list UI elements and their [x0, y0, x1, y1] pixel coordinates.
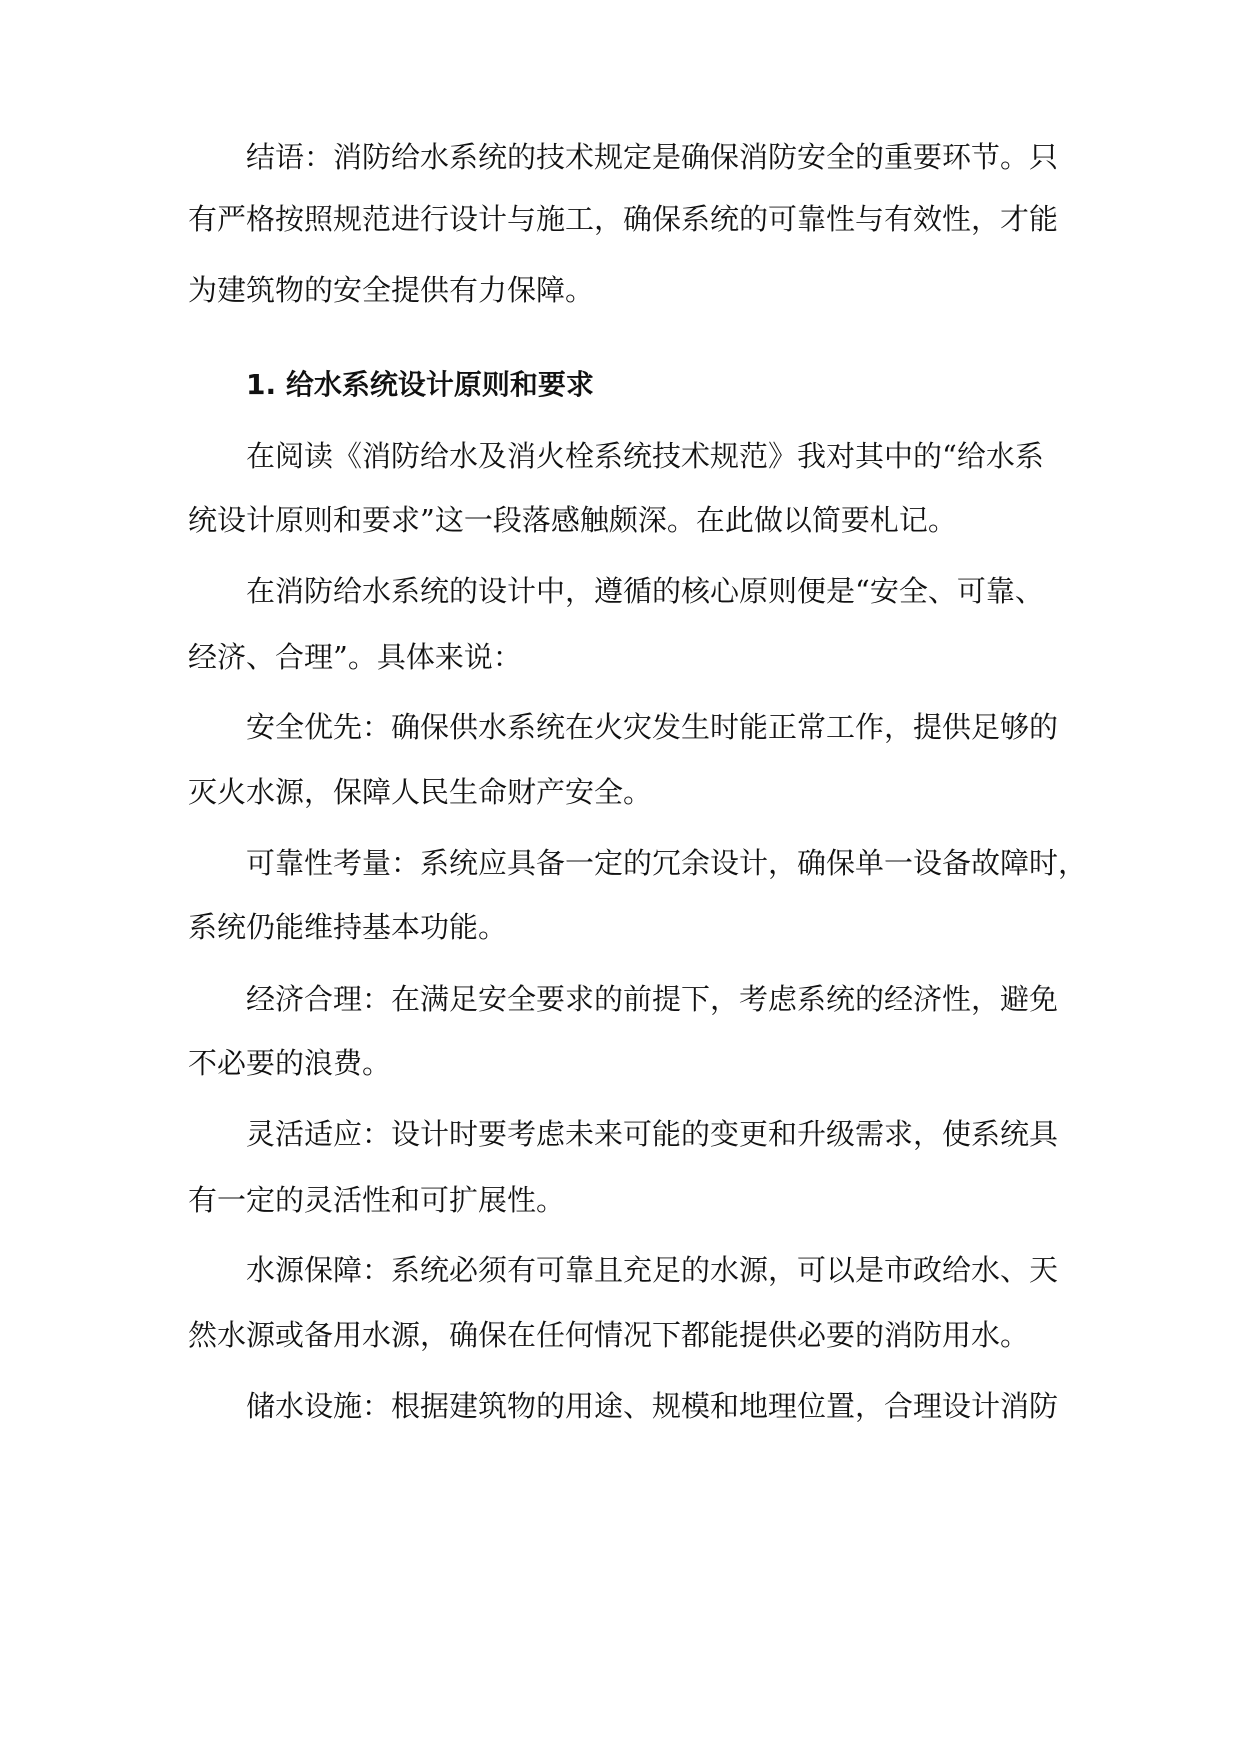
text-line: 水源保障：系统必须有可靠且充足的水源，可以是市政给水、天	[246, 1253, 1059, 1287]
text-line: 结语：消防给水系统的技术规定是确保消防安全的重要环节。只	[246, 140, 1059, 174]
text-line: 储水设施：根据建筑物的用途、规模和地理位置，合理设计消防	[246, 1389, 1059, 1423]
text-line: 然水源或备用水源，确保在任何情况下都能提供必要的消防用水。	[188, 1318, 1030, 1352]
text-line: 在消防给水系统的设计中，遵循的核心原则便是“安全、可靠、	[246, 574, 1044, 608]
section-heading: 1. 给水系统设计原则和要求	[246, 368, 594, 401]
text-line: 经济合理：在满足安全要求的前提下，考虑系统的经济性，避免	[246, 982, 1059, 1016]
text-line: 统设计原则和要求”这一段落感触颇深。在此做以简要札记。	[188, 503, 957, 537]
text-line: 灵活适应：设计时要考虑未来可能的变更和升级需求，使系统具	[246, 1117, 1059, 1151]
text-line: 安全优先：确保供水系统在火灾发生时能正常工作，提供足够的	[246, 710, 1059, 744]
text-line: 可靠性考量：系统应具备一定的冗余设计，确保单一设备故障时，	[246, 846, 1088, 880]
text-line: 有严格按照规范进行设计与施工，确保系统的可靠性与有效性，才能	[188, 202, 1059, 236]
text-line: 不必要的浪费。	[188, 1046, 392, 1080]
text-line: 系统仍能维持基本功能。	[188, 910, 508, 944]
text-line: 有一定的灵活性和可扩展性。	[188, 1183, 566, 1217]
text-line: 在阅读《消防给水及消火栓系统技术规范》我对其中的“给水系	[246, 439, 1044, 473]
text-line: 经济、合理”。具体来说：	[188, 640, 522, 674]
text-line: 灭火水源，保障人民生命财产安全。	[188, 775, 653, 809]
text-line: 为建筑物的安全提供有力保障。	[188, 273, 595, 307]
